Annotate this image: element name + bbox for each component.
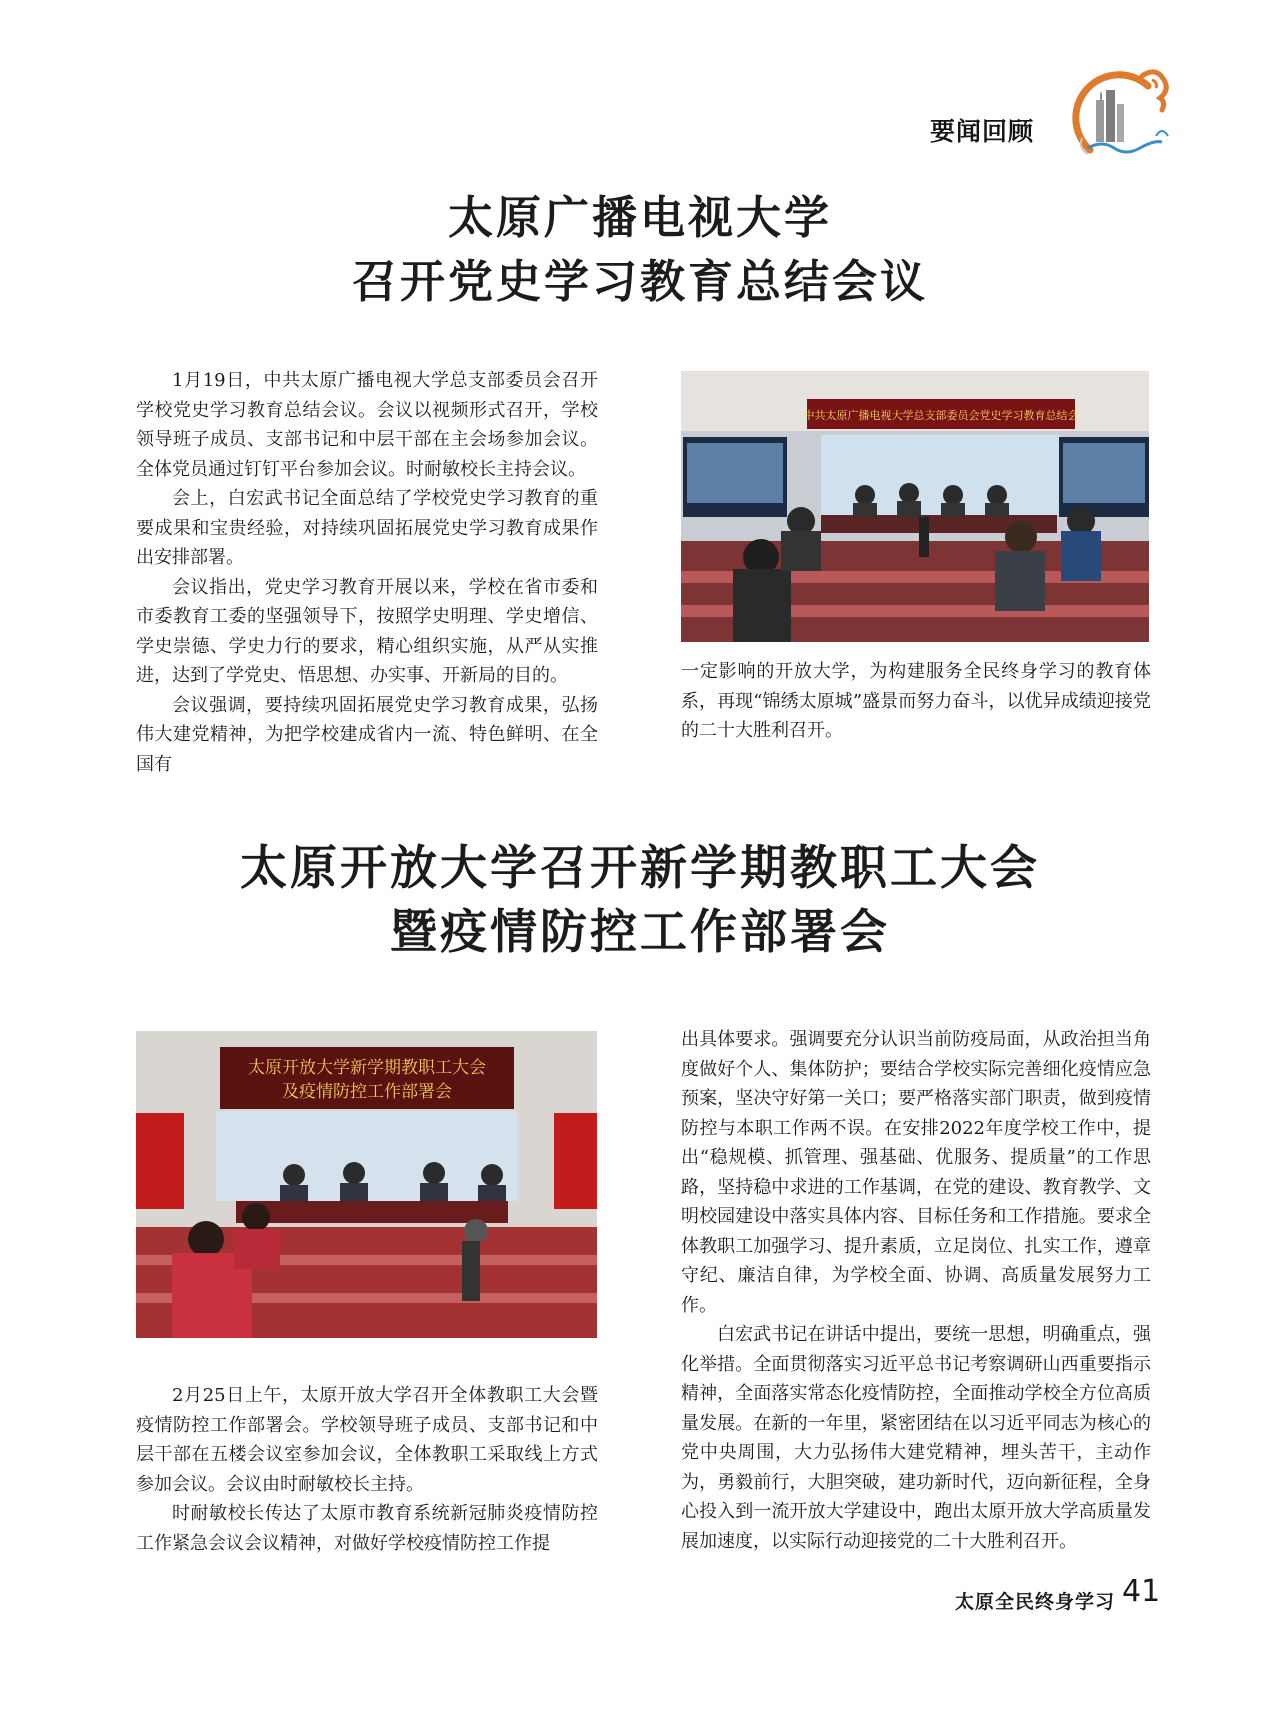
article2-meeting-photo xyxy=(136,1031,597,1338)
article1-paragraph: 一定影响的开放大学，为构建服务全民终身学习的教育体系，再现“锦绣太原城”盛景而努力奋斗，以优异成绩迎接党的二十大胜利召开。 xyxy=(681,661,1151,741)
page-number: 41 xyxy=(1122,1574,1161,1609)
article2-photo-banner-line2: 及疫情防控工作部署会 xyxy=(282,1082,452,1102)
article1-right-column xyxy=(681,657,1151,746)
article1-left-column xyxy=(136,366,598,779)
article1-paragraph: 1月19日，中共太原广播电视大学总支部委员会召开学校党史学习教育总结会议。会议以视频形式召开，学校领导班子成员、支部书记和中层干部在主会场参加会议。全体党员通过钉钉平台参加会议。时耐敏校长主持会议。 xyxy=(136,370,598,480)
article1-photo-banner: 中共太原广播电视大学总支部委员会党史学习教育总结会 xyxy=(803,409,1079,422)
publication-name: 太原全民终身学习 xyxy=(955,1591,1116,1613)
article2-paragraph: 时耐敏校长传达了太原市教育系统新冠肺炎疫情防控工作紧急会议会议精神，对做好学校疫情防控工作提 xyxy=(136,1503,598,1554)
article1-paragraph: 会议指出，党史学习教育开展以来，学校在省市委和市委教育工委的坚强领导下，按照学史明理、学史增信、学史崇德、学史力行的要求，精心组织实施，从严从实推进，达到了学党史、悟思想、办实事、开新局的目的。 xyxy=(136,576,598,686)
article2-title-line2: 暨疫情防控工作部署会 xyxy=(390,905,890,960)
article2-paragraph: 出具体要求。强调要充分认识当前防疫局面，从政治担当角度做好个人、集体防护；要结合学校实际完善细化疫情应急预案，坚决守好第一关口；要严格落实部门职责，做到疫情防控与本职工作两不误。在安排2022年度学校工作中，提出“稳规模、抓管理、强基础、优服务、提质量”的工作思路，坚持稳中求进的工作基调，在党的建设、教育教学、文明校园建设中落实具体内容、目标任务和工作措施。要求全体教职工加强学习、提升素质，立足岗位、扎实工作，遵章守纪、廉洁自律，为学校全面、协调、高质量发展努力工作。 xyxy=(681,1029,1151,1316)
article1-paragraph: 会上，白宏武书记全面总结了学校党史学习教育的重要成果和宝贵经验，对持续巩固拓展党史学习教育成果作出安排部署。 xyxy=(136,488,598,568)
article2-paragraph: 白宏武书记在讲话中提出，要统一思想，明确重点，强化举措。全面贯彻落实习近平总书记考察调研山西重要指示精神，全面落实常态化疫情防控，全面推动学校全方位高质量发展。在新的一年里，紧密团结在以习近平同志为核心的党中央周围，大力弘扬伟大建党精神，埋头苦干，主动作为，勇毅前行，大胆突破，建功新时代，迈向新征程，全身心投入到一流开放大学建设中，跑出太原开放大学高质量发展加速度，以实际行动迎接党的二十大胜利召开。 xyxy=(681,1324,1151,1552)
article2-right-column xyxy=(681,1025,1151,1556)
article2-title xyxy=(0,837,1280,965)
article1-title-line1: 太原广播电视大学 xyxy=(447,191,832,244)
article1-meeting-photo xyxy=(681,371,1149,642)
article1-title-line2: 召开党史学习教育总结会议 xyxy=(351,255,928,308)
article2-photo-banner-line1: 太原开放大学新学期教职工大会 xyxy=(248,1058,486,1078)
article1-paragraph: 会议强调，要持续巩固拓展党史学习教育成果，弘扬伟大建党精神，为把学校建成省内一流、特色鲜明、在全国有 xyxy=(136,694,598,775)
section-label: 要闻回顾 xyxy=(930,117,1035,146)
article1-title xyxy=(0,186,1280,314)
article2-title-line1: 太原开放大学召开新学期教职工大会 xyxy=(240,841,1040,896)
magazine-logo xyxy=(1060,66,1176,166)
article2-left-column xyxy=(136,1381,598,1558)
article2-paragraph: 2月25日上午，太原开放大学召开全体教职工大会暨疫情防控工作部署会。学校领导班子成员、支部书记和中层干部在五楼会议室参加会议，全体教职工采取线上方式参加会议。会议由时耐敏校长主持。 xyxy=(136,1385,598,1495)
